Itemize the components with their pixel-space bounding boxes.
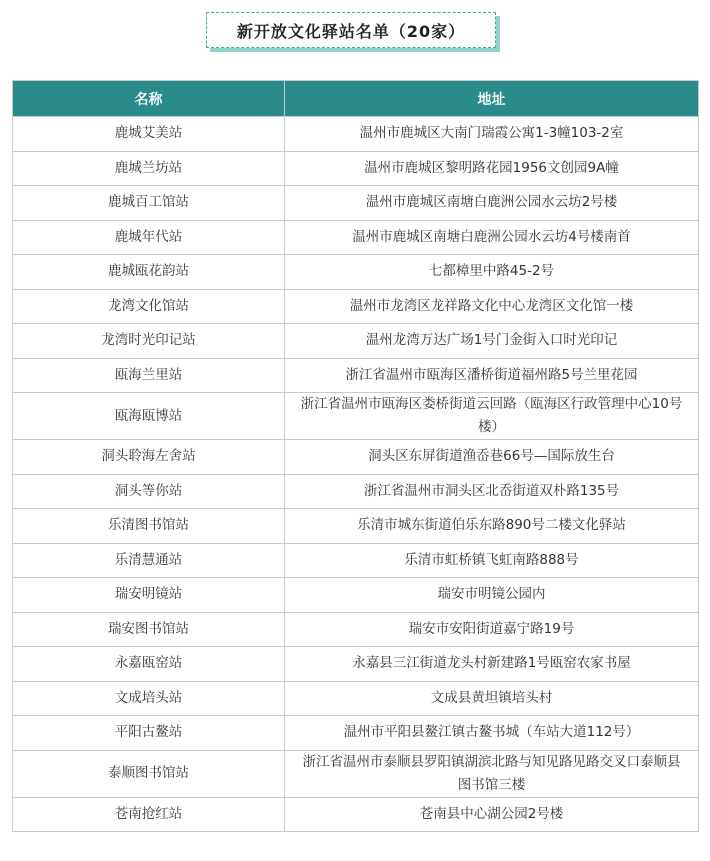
station-address: 温州市鹿城区黎明路花园1956文创园9A幢 (285, 151, 699, 186)
column-header-address: 地址 (285, 81, 699, 117)
station-address: 温州市鹿城区南塘白鹿洲公园水云坊4号楼南首 (285, 220, 699, 255)
station-name: 瓯海瓯博站 (13, 393, 285, 440)
table-row (13, 543, 699, 578)
table-row (13, 681, 699, 716)
table-row (13, 750, 699, 797)
table-row (13, 151, 699, 186)
station-address: 温州市平阳县鳌江镇古鳌书城（车站大道112号） (285, 716, 699, 751)
table-row (13, 358, 699, 393)
station-address: 七都樟里中路45-2号 (285, 255, 699, 290)
station-address: 洞头区东屏街道渔岙巷66号—国际放生台 (285, 440, 699, 475)
table-row (13, 797, 699, 832)
station-name: 永嘉瓯窑站 (13, 647, 285, 682)
table-row (13, 186, 699, 221)
station-name: 泰顺图书馆站 (13, 750, 285, 797)
station-name: 文成培头站 (13, 681, 285, 716)
station-name: 瓯海兰里站 (13, 358, 285, 393)
station-name: 乐清图书馆站 (13, 509, 285, 544)
title-banner (206, 12, 502, 54)
station-name: 洞头等你站 (13, 474, 285, 509)
station-name: 瑞安图书馆站 (13, 612, 285, 647)
table-row (13, 716, 699, 751)
station-name: 龙湾时光印记站 (13, 324, 285, 359)
column-header-name: 名称 (13, 81, 285, 117)
station-address: 瑞安市明镜公园内 (285, 578, 699, 613)
table-row (13, 474, 699, 509)
station-address: 浙江省温州市瓯海区娄桥街道云回路（瓯海区行政管理中心10号楼） (285, 393, 699, 440)
station-address: 苍南县中心湖公园2号楼 (285, 797, 699, 832)
station-address: 文成县黄坦镇培头村 (285, 681, 699, 716)
table-row (13, 117, 699, 152)
station-name: 鹿城年代站 (13, 220, 285, 255)
station-address: 浙江省温州市泰顺县罗阳镇湖滨北路与知见路见路交叉口泰顺县图书馆三楼 (285, 750, 699, 797)
station-address: 乐清市虹桥镇飞虹南路888号 (285, 543, 699, 578)
station-name: 平阳古鳌站 (13, 716, 285, 751)
station-address: 温州市龙湾区龙祥路文化中心龙湾区文化馆一楼 (285, 289, 699, 324)
table-row (13, 393, 699, 440)
station-address: 浙江省温州市洞头区北岙街道双朴路135号 (285, 474, 699, 509)
table-row (13, 440, 699, 475)
table-row (13, 578, 699, 613)
table-row (13, 509, 699, 544)
table-row (13, 289, 699, 324)
station-name: 苍南抢红站 (13, 797, 285, 832)
station-address: 温州市鹿城区南塘白鹿洲公园水云坊2号楼 (285, 186, 699, 221)
station-table (12, 80, 699, 832)
station-address: 永嘉县三江街道龙头村新建路1号瓯窑农家书屋 (285, 647, 699, 682)
table-header-row (13, 81, 699, 117)
station-address: 瑞安市安阳街道嘉宁路19号 (285, 612, 699, 647)
table-row (13, 324, 699, 359)
table-row (13, 647, 699, 682)
station-address: 浙江省温州市瓯海区潘桥街道福州路5号兰里花园 (285, 358, 699, 393)
station-name: 鹿城百工馆站 (13, 186, 285, 221)
station-name: 鹿城瓯花韵站 (13, 255, 285, 290)
table-row (13, 220, 699, 255)
station-name: 乐清慧通站 (13, 543, 285, 578)
station-name: 龙湾文化馆站 (13, 289, 285, 324)
station-name: 鹿城艾美站 (13, 117, 285, 152)
station-name: 瑞安明镜站 (13, 578, 285, 613)
page-title: 新开放文化驿站名单（20家） (206, 12, 496, 48)
station-address: 温州龙湾万达广场1号门金街入口时光印记 (285, 324, 699, 359)
station-address: 温州市鹿城区大南门瑞霞公寓1-3幢103-2室 (285, 117, 699, 152)
table-row (13, 255, 699, 290)
station-name: 鹿城兰坊站 (13, 151, 285, 186)
table-row (13, 612, 699, 647)
station-name: 洞头聆海左舍站 (13, 440, 285, 475)
station-address: 乐清市城东街道伯乐东路890号二楼文化驿站 (285, 509, 699, 544)
